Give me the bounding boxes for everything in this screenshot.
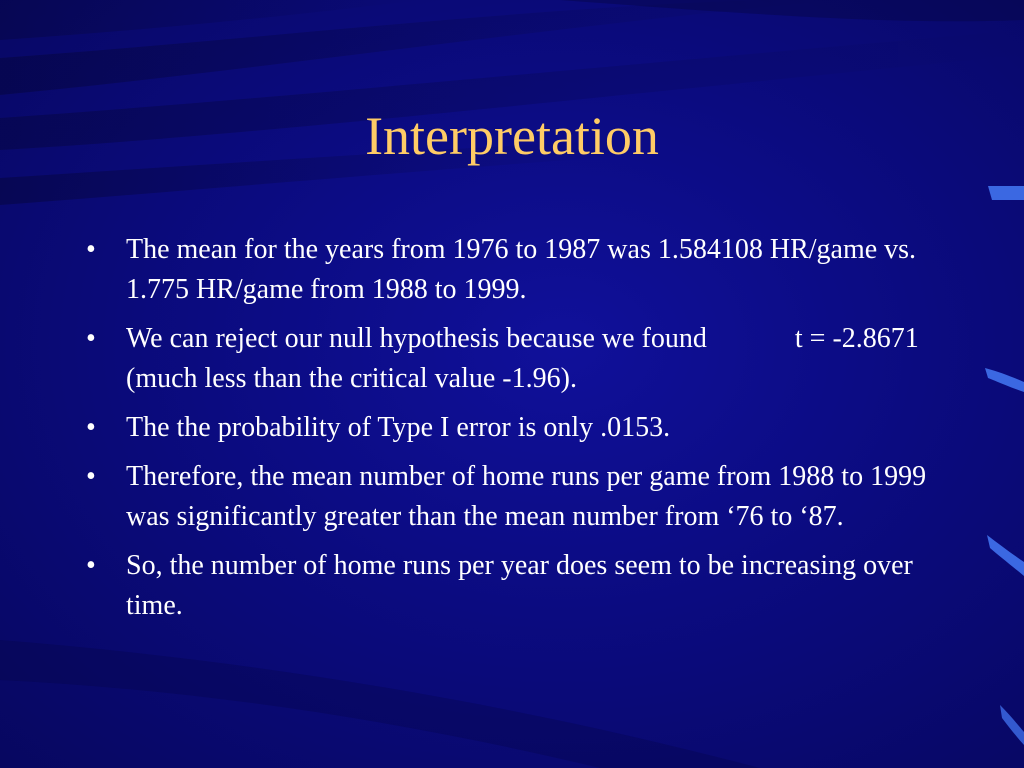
bullet-item — [86, 319, 936, 399]
bullet-text: Therefore, the mean number of home runs per game from 1988 to 1999 was significantly greater than the mean number from ‘76 to ‘87. — [126, 461, 927, 532]
bullet-item — [86, 546, 936, 626]
bullet-text: The the probability of Type I error is only .0153. — [126, 412, 671, 443]
bullet-text-continued: t = -2.8671 (much less than the critical value -1.96). — [126, 323, 919, 394]
bullet-icon: • — [86, 412, 96, 443]
bullet-icon: • — [86, 234, 96, 265]
bullet-text: The mean for the years from 1976 to 1987 was 1.584108 HR/game vs. 1.775 HR/game from 1988 to 1999. — [126, 234, 917, 305]
bullet-list — [86, 230, 936, 635]
bullet-icon: • — [86, 550, 96, 581]
slide-title: Interpretation — [365, 106, 659, 166]
light-dashes — [985, 186, 1024, 745]
bullet-text: We can reject our null hypothesis because we found — [126, 323, 707, 354]
bullet-text: So, the number of home runs per year does seem to be increasing over time. — [126, 550, 913, 621]
bullet-icon: • — [86, 323, 96, 354]
bullet-item — [86, 408, 936, 448]
bullet-item — [86, 230, 936, 310]
bullet-item — [86, 457, 936, 537]
bullet-icon: • — [86, 461, 96, 492]
